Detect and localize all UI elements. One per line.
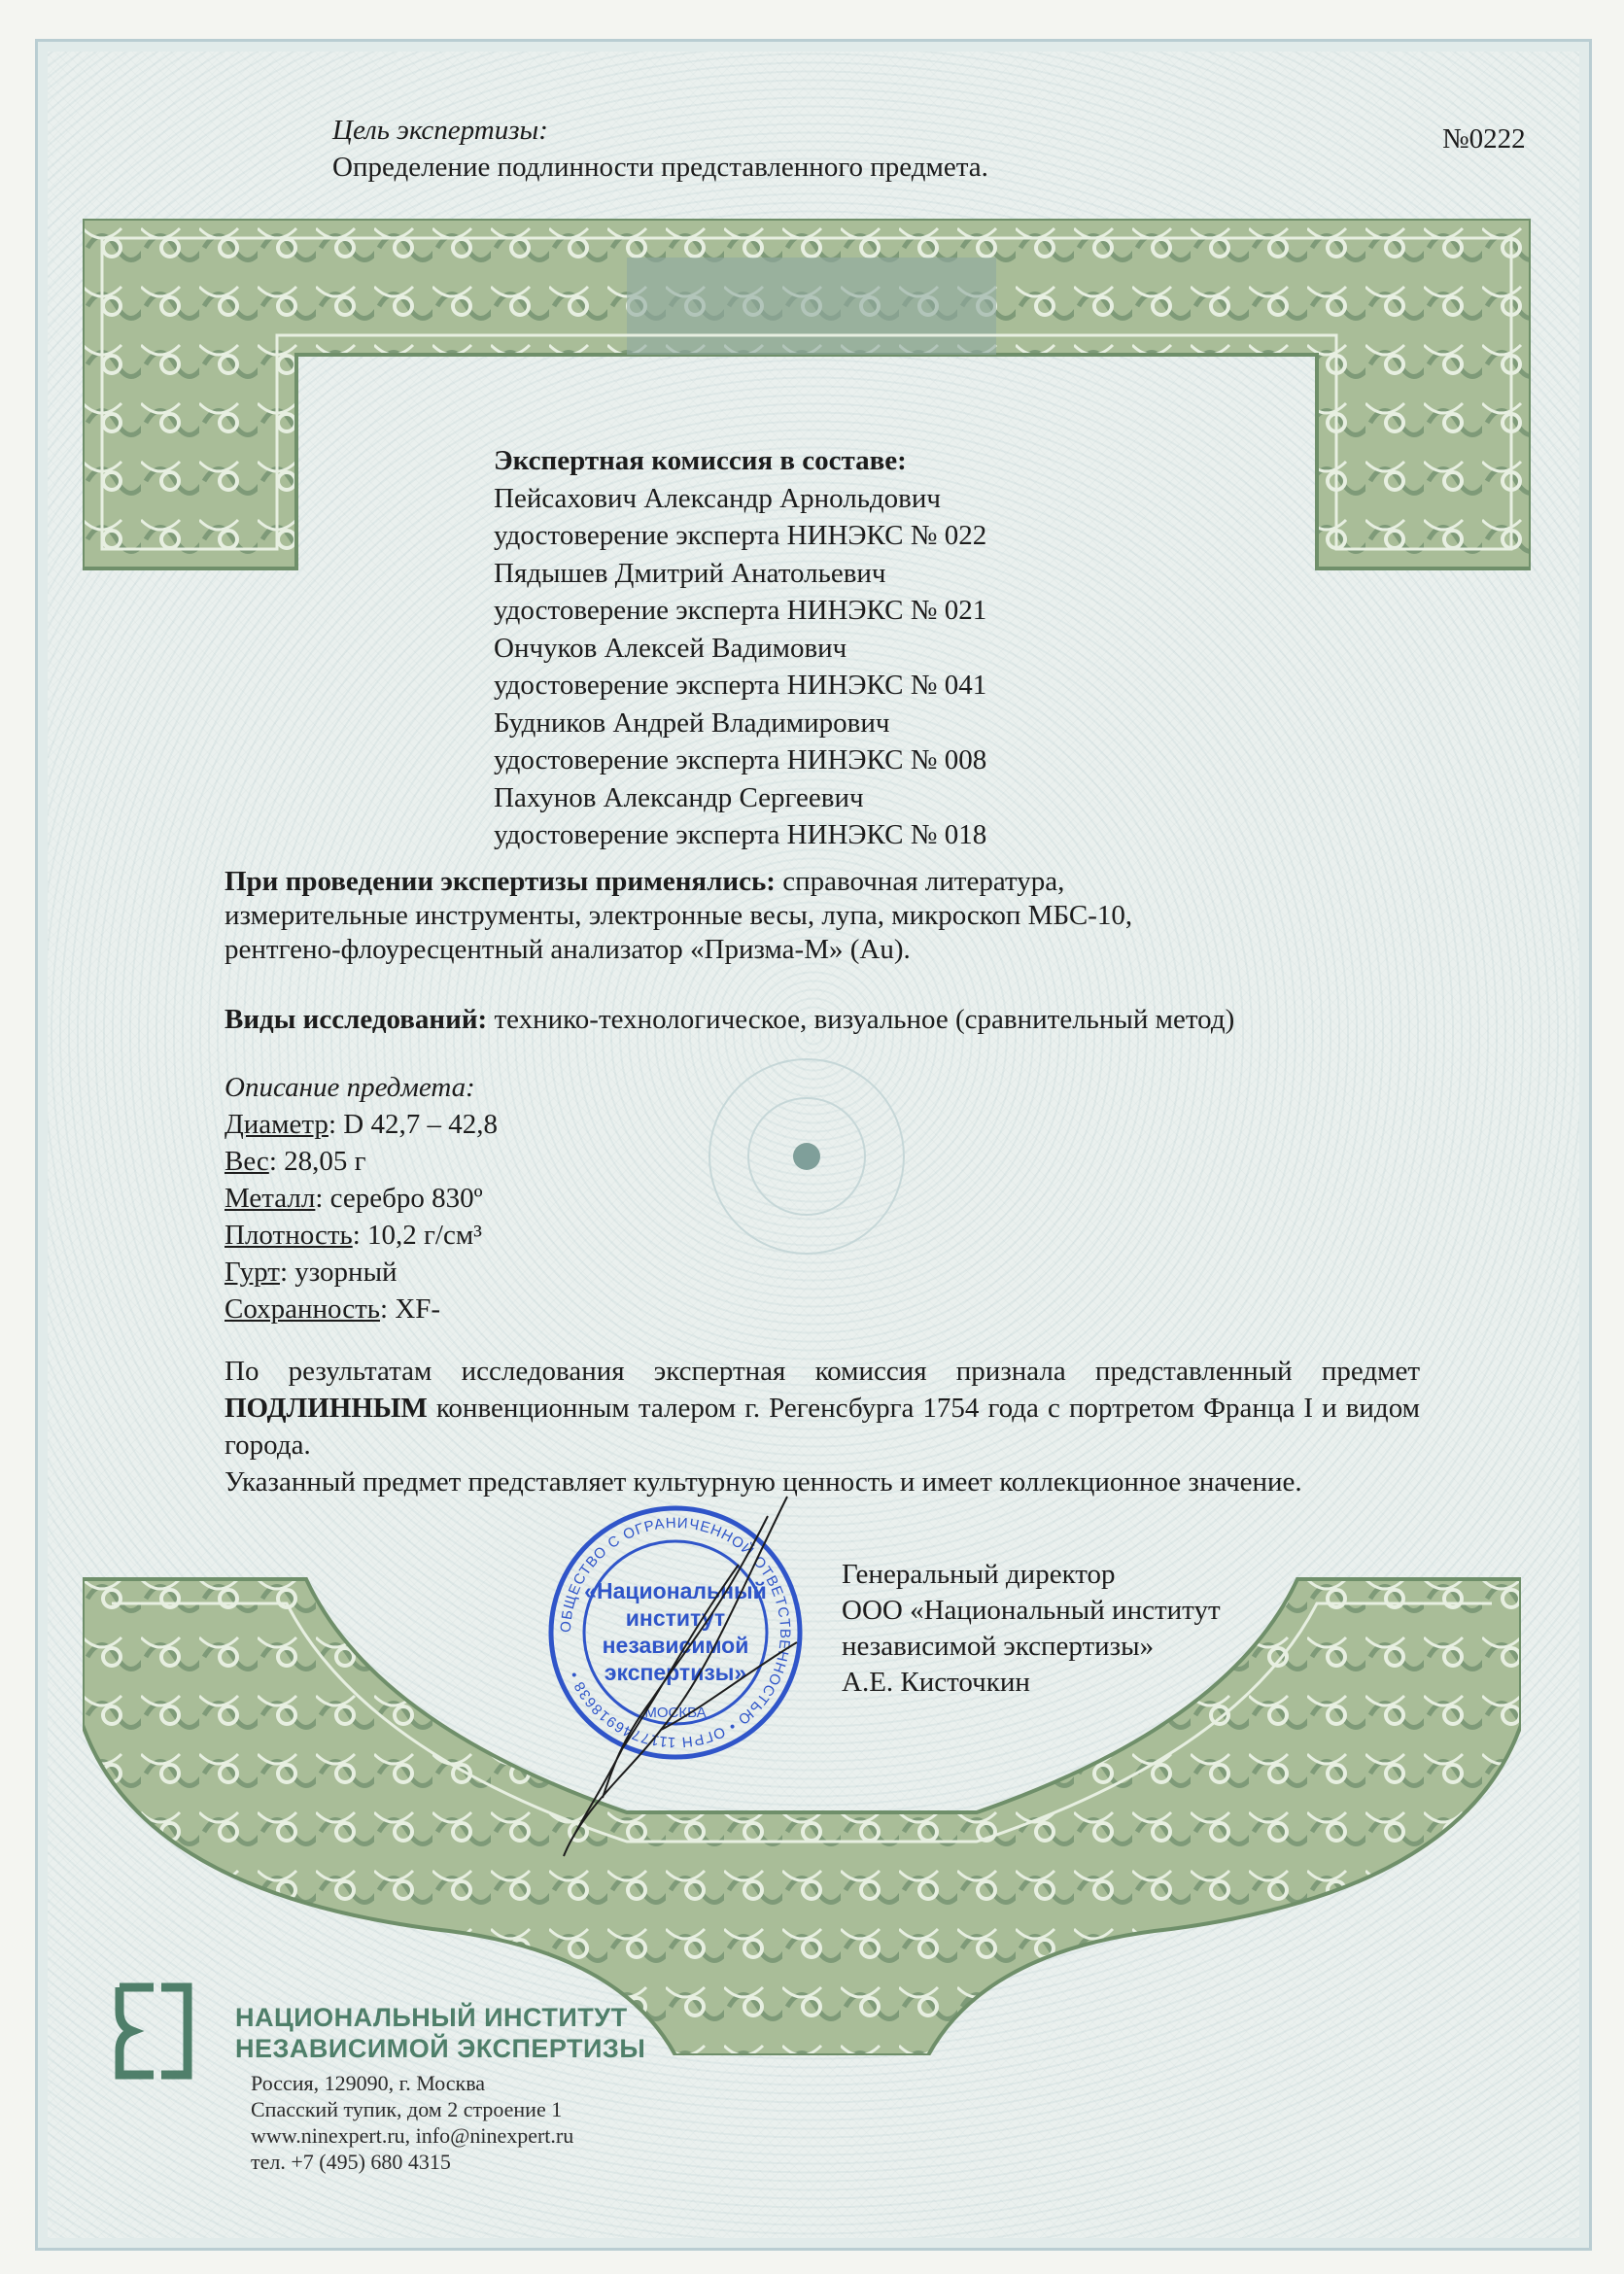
stamp-center-line4: экспертизы» (604, 1660, 747, 1685)
stamp-center-line1: «Национальный (584, 1578, 767, 1603)
commission-line: удостоверение эксперта НИНЭКС № 022 (494, 520, 987, 551)
commission-line: удостоверение эксперта НИНЭКС № 041 (494, 670, 987, 701)
commission-line: Пахунов Александр Сергеевич (494, 781, 864, 813)
institute-name-line1: НАЦИОНАЛЬНЫЙ ИНСТИТУТ (235, 2003, 628, 2032)
diameter-value: : D 42,7 – 42,8 (328, 1109, 498, 1140)
signature-block (842, 1557, 1221, 1701)
methods-line3: рентгено-флоуресцентный анализатор «Призма-М» (Au). (225, 934, 911, 965)
document-number: №0222 (1442, 123, 1526, 155)
stamp-city: МОСКВА (644, 1705, 707, 1721)
commission-line: удостоверение эксперта НИНЭКС № 021 (494, 595, 987, 626)
security-rosette (700, 1050, 914, 1263)
institute-logo-icon (115, 1982, 192, 2080)
edge-label: Гурт (225, 1257, 280, 1288)
item-description (225, 1069, 498, 1327)
condition-label: Сохранность (225, 1293, 381, 1325)
conclusion-paragraph-1 (225, 1353, 1420, 1464)
signatory-name: А.Е. Кисточкин (842, 1667, 1030, 1698)
density-label: Плотность (225, 1220, 353, 1251)
metal-value: : серебро 830º (315, 1183, 483, 1214)
signatory-title: Генеральный директор (842, 1559, 1116, 1590)
research-value: технико-технологическое, визуальное (сравнительный метод) (487, 1004, 1235, 1035)
signatory-org: ООО «Национальный институт (842, 1595, 1221, 1626)
handwritten-signature (544, 1477, 875, 1866)
website-email: www.ninexpert.ru, info@ninexpert.ru (251, 2123, 574, 2148)
density-value: : 10,2 г/см³ (352, 1220, 482, 1251)
stamp-center-line3: независимой (602, 1633, 749, 1658)
institute-contacts (251, 2070, 573, 2175)
conclusion-end: конвенционным талером г. Регенсбурга 1754 года с портретом Франца I и видом города. (225, 1393, 1420, 1461)
description-title: Описание предмета: (225, 1072, 475, 1103)
institute-name-line2: НЕЗАВИСИМОЙ ЭКСПЕРТИЗЫ (235, 2034, 646, 2063)
commission-block (494, 442, 986, 854)
diameter-label: Диаметр (225, 1109, 328, 1140)
purpose-label: Цель экспертизы: (332, 115, 548, 146)
methods-paragraph (225, 865, 1430, 967)
commission-line: удостоверение эксперта НИНЭКС № 008 (494, 744, 987, 775)
conclusion-paragraph-2: Указанный предмет представляет культурную ценность и имеет коллекционное значение. (225, 1466, 1302, 1498)
conclusion-start: По результатам исследования экспертная комиссия признала представленный предмет (225, 1356, 1420, 1387)
institute-name (235, 2002, 645, 2064)
address-line1: Россия, 129090, г. Москва (251, 2071, 486, 2095)
phone: тел. +7 (495) 680 4315 (251, 2150, 451, 2174)
purpose-value: Определение подлинности представленного предмета. (332, 152, 988, 183)
commission-line: удостоверение эксперта НИНЭКС № 018 (494, 819, 987, 850)
methods-line1: справочная литература, (775, 866, 1065, 897)
metal-label: Металл (225, 1183, 316, 1214)
commission-line: Пейсахович Александр Арнольдович (494, 482, 941, 514)
address-line2: Спасский тупик, дом 2 строение 1 (251, 2097, 563, 2121)
methods-line2: измерительные инструменты, электронные весы, лупа, микроскоп МБС-10, (225, 900, 1133, 931)
commission-title: Экспертная комиссия в составе: (494, 445, 907, 476)
stamp-ring-text: ОБЩЕСТВО С ОГРАНИЧЕННОЙ ОТВЕТСТВЕННОСТЬЮ • ОГРН 1117746918638 • (557, 1514, 794, 1751)
commission-line: Будников Андрей Владимирович (494, 706, 890, 739)
stamp-center-line2: институт (625, 1605, 726, 1631)
commission-line: Ончуков Алексей Вадимович (494, 632, 847, 664)
weight-label: Вес (225, 1146, 269, 1177)
weight-value: : 28,05 г (268, 1146, 366, 1177)
methods-label: При проведении экспертизы применялись: (225, 866, 776, 897)
edge-value: : узорный (279, 1257, 397, 1288)
commission-line: Пядышев Дмитрий Анатольевич (494, 557, 886, 589)
condition-value: : XF- (380, 1293, 441, 1325)
research-types (225, 1001, 1449, 1038)
research-label: Виды исследований: (225, 1004, 488, 1035)
authentic-verdict: ПОДЛИННЫМ (225, 1393, 428, 1424)
signatory-org-cont: независимой экспертизы» (842, 1631, 1155, 1662)
